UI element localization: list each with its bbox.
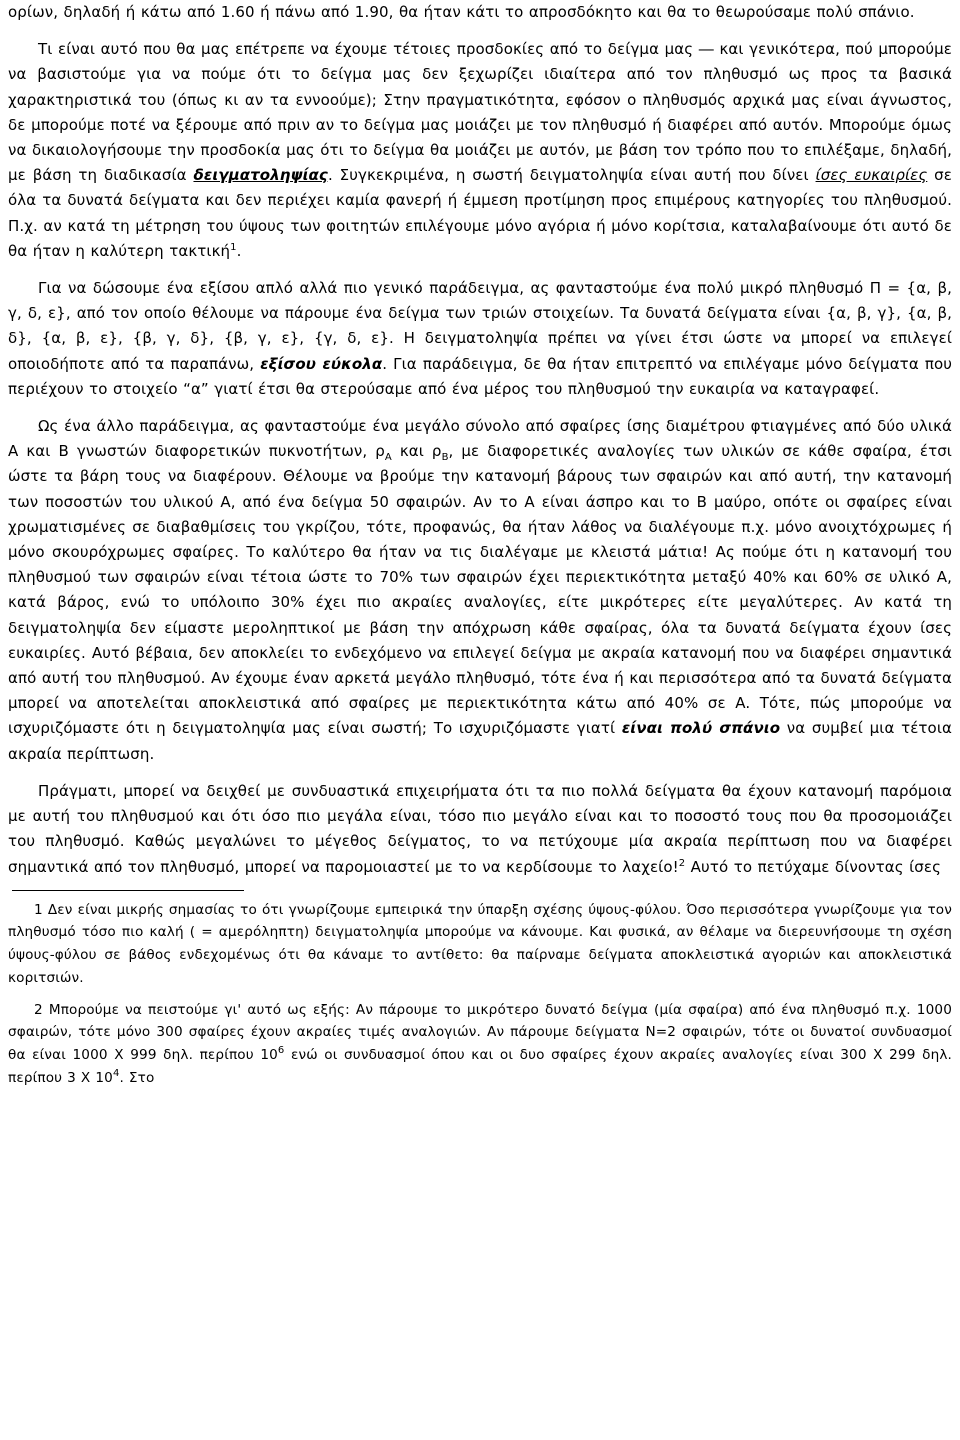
text-run: Ως ένα άλλο παράδειγμα, ας φανταστούμε ένα μεγάλο σύνολο από σφαίρες ίσης διαμέτρου φτιαγμένες από δύο υλικά A και B γνωστών διαφορετικών πυκνοτήτων, ρ bbox=[8, 417, 952, 461]
paragraph-sampling bbox=[8, 37, 952, 264]
subscript-b: B bbox=[441, 452, 449, 464]
text-run: σε όλα τα δυνατά δείγματα και δεν περιέχει καμία φανερή ή έμμεση προτίμηση προς επιμέρους κατηγορίες του πληθυσμού. Π.χ. αν κατά τη μέτρηση του ύψους των φοιτητών επιλέγουμε μόνο αγόρια ή μόνο κορίτσια, καταλαβαίνουμε ότι αυτό δε θα ήταν η καλύτερη τακτική bbox=[8, 166, 952, 260]
exponent: 6 bbox=[277, 1044, 285, 1056]
text-run: Τι είναι αυτό που θα μας επέτρεπε να έχουμε τέτοιες προσδοκίες από το δείγμα μας ― και γενικότερα, πού μπορούμε να βασιστούμε για να πούμε ότι το δείγμα μας δεν ξεχωρίζει ιδιαίτερα από τον πληθυσμό ως προς τα βασικά χαρακτηριστικά του (όπως κι αν τα εννοούμε); Στην πραγματικότητα, εφόσον ο πληθυσμός αρχικά μας είναι άγνωστος, δε μπορούμε ποτέ να ξέρουμε από πριν αν το δείγμα μας μοιάζει με τον πληθυσμό ή διαφέρει από αυτόν. Μπορούμε όμως να δικαιολογήσουμε την προσδοκία μας ότι το δείγμα θα μοιάζει με αυτόν, με βάση τον τρόπο που το επιλέξαμε, δηλαδή, με βάση τη διαδικασία bbox=[8, 40, 952, 185]
footnote-ref-1[interactable]: 1 bbox=[230, 241, 237, 253]
text-run: Για να δώσουμε ένα εξίσου απλό αλλά πιο γενικό παράδειγμα, ας φανταστούμε ένα πολύ μικρό πληθυσμό Π = {α, β, γ, δ, ε}, από τον οποίο θέλουμε να πάρουμε ένα δείγμα των τριών στοιχείων. Τα δυνατά δείγματα είναι {α, β, γ}, {α, β, δ}, {α, β, ε}, {β, γ, δ}, {β, γ, ε}, {γ, δ, ε}. Η δειγματοληψία πρέπει να γίνει έτσι ώστε να μπορεί να επιλεγεί οποιοδήποτε από τα παραπάνω, bbox=[8, 279, 952, 373]
footnote-1 bbox=[8, 899, 952, 990]
paragraph-combinatorial bbox=[8, 779, 952, 880]
subscript-a: A bbox=[384, 452, 392, 464]
continuation-text: ορίων, δηλαδή ή κάτω από 1.60 ή πάνω από 1.90, θα ήταν κάτι το απροσδόκητο και θα το θεωρούσαμε πολύ σπάνιο. bbox=[8, 3, 915, 21]
paragraph-spheres-example bbox=[8, 414, 952, 767]
continuation-paragraph bbox=[8, 0, 952, 25]
text-run: . Για παράδειγμα, δε θα ήταν επιτρεπτό να επιλέγαμε μόνο δείγματα που περιέχουν το στοιχείο “α” γιατί έτσι θα στερούσαμε από ένα μέρος του πληθυσμού την ευκαιρία να καταγραφεί. bbox=[8, 354, 953, 398]
text-run: , με διαφορετικές αναλογίες των υλικών σε κάθε σφαίρα, έτσι ώστε τα βάρη τους να διαφέρουν. Θέλουμε να βρούμε την κατανομή βάρους των σφαιρών και από αυτή, την κατανομή των ποσοστών του υλικού A, από ένα δείγμα 50 σφαιρών. Αν το A είναι άσπρο και το B μαύρο, οπότε οι σφαίρες είναι χρωματισμένες σε διαβαθμίσεις του γκρίζου, τότε, προφανώς, θα ήταν λάθος να διαλέγουμε π.χ. μόνο ανοιχτόχρωμες ή μόνο σκουρόχρωμες σφαίρες. Το καλύτερο θα ήταν να τις διαλέγαμε με κλειστά μάτια! Ας πούμε ότι η κατανομή του πληθυσμού των σφαιρών είναι τέτοια ώστε το 70% των σφαιρών έχει περιεκτικότητα μεταξύ 40% και 60% σε υλικό A, κατά βάρος, ενώ το υπόλοιπο 30% έχει πιο ακραίες αναλογίες, είτε μικρότερες είτε μεγαλύτερες. Αν κατά τη δειγματοληψία δεν είμαστε μεροληπτικοί με βάση την απόχρωση κάθε σφαίρας, όλα τα δυνατά δείγματα έχουν ίσες ευκαιρίες. Αυτό βέβαια, δεν αποκλείει το ενδεχόμενο να επιλεγεί δείγμα με ακραία κατανομή που να διαφέρει σημαντικά από αυτή του πληθυσμού. Αν έχουμε έναν αρκετά μεγάλο πληθυσμό, τότε ένα ή και περισσότερα από τα δυνατά δείγματα μπορεί να αποτελείται αποκλειστικά από σφαίρες με περιεκτικότητα κάτω από 40% σε A. Τότε, πώς μπορούμε να ισχυριζόμαστε ότι η δειγματοληψία μας είναι σωστή; Το ισχυριζόμαστε γιατί bbox=[8, 442, 952, 738]
footnote-ref-2[interactable]: 2 bbox=[678, 857, 686, 869]
text-run: ενώ οι συνδυασμοί όπου και οι δυο σφαίρες έχουν ακραίες αναλογίες είναι 300 X 299 δηλ. περίπου 3 X 10 bbox=[8, 1046, 953, 1086]
text-run: . Στο bbox=[119, 1069, 155, 1086]
paragraph-simple-example bbox=[8, 276, 952, 402]
term-sampling: δειγματοληψίας bbox=[193, 166, 328, 185]
text-run: Πράγματι, μπορεί να δειχθεί με συνδυαστικά επιχειρήματα ότι τα πιο πολλά δείγματα θα έχουν κατανομή παρόμοια με αυτή του πληθυσμού και ότι όσο πιο μεγάλα είναι, τόσο πιο μεγάλο είναι και το ποσοστό τους που θα προσομοιάζει του πληθυσμό. Καθώς μεγαλώνει το μέγεθος δείγματος, το να πετύχουμε μία ακραία περίπτωση που να διαφέρει σημαντικά από τον πληθυσμό, μπορεί να παρομοιαστεί με το να κερδίσουμε το λαχείο! bbox=[8, 781, 952, 876]
text-run: . Συγκεκριμένα, η σωστή δειγματοληψία είναι αυτή που δίνει bbox=[327, 166, 816, 185]
text-run: να συμβεί μια τέτοια ακραία περίπτωση. bbox=[8, 719, 952, 763]
emphasis-equal-chances: ίσες ευκαιρίες bbox=[815, 166, 928, 185]
emphasis-very-rare: είναι πολύ σπάνιο bbox=[621, 719, 781, 738]
footnote-1-text: 1 Δεν είναι μικρής σημασίας το ότι γνωρίζουμε εμπειρικά την ύπαρξη σχέσης ύψους-φύλου. Όσο περισσότερα γνωρίζουμε για τον πληθυσμό τόσο πιο καλή ( = αμερόληπτη) δειγματοληψία μπορούμε να κάνουμε. Και φυσικά, αν θέλαμε να διερευνήσουμε τη σχέση ύψους-φύλου σε βάθος ενδεχομένως ότι θα κάναμε το αντίθετο: θα παίρναμε δείγματα αποκλειστικά αγοριών και αποκλειστικά κοριτσιών. bbox=[8, 901, 952, 986]
text-run: 2 Μπορούμε να πειστούμε γι' αυτό ως εξής: Αν πάρουμε το μικρότερο δυνατό δείγμα (μία σφαίρα) από ένα πληθυσμό π.χ. 1000 σφαιρών, τότε μόνο 300 σφαίρες έχουν ακραίες τιμές αναλογιών. Αν πάρουμε δείγματα N=2 σφαιρών, τότε οι δυνατοί συνδυασμοί θα είναι 1000 X 999 δηλ. περίπου 10 bbox=[8, 1001, 952, 1063]
footnote-2 bbox=[8, 999, 952, 1090]
text-run: και ρ bbox=[391, 442, 442, 461]
emphasis-equally-easy: εξίσου εύκολα bbox=[260, 354, 383, 373]
footnote-separator bbox=[12, 890, 244, 891]
text-run: . bbox=[236, 241, 242, 260]
exponent: 4 bbox=[112, 1067, 120, 1079]
text-run: Αυτό το πετύχαμε δίνοντας ίσες bbox=[685, 857, 941, 876]
